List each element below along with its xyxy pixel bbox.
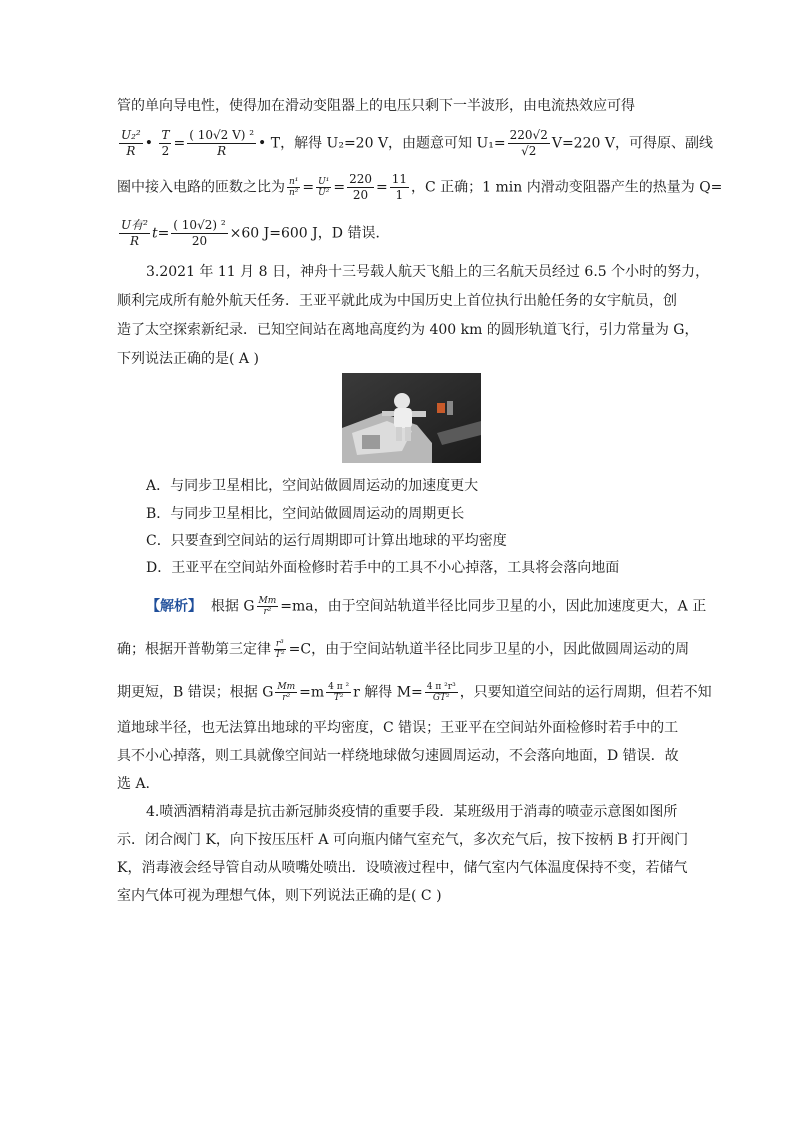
fraction: $\frac{\text{r³}}{\text{T²}}$ (275, 639, 285, 660)
option-b: B．与同步卫星相比，空间站做圆周运动的周期更长 (146, 506, 465, 522)
solution-line-3: 圈中接入电路的匝数之比为 $\frac{\text{n¹}}{\text{n²}}$ = $\frac{\text{U¹}}{\text{U²}}$ = $\frac{220}{20}$ = $\frac{11}{1}$ ，C 正确；1 min 内滑动变阻器产生的热量为 Q= (117, 172, 723, 202)
analysis-line-4: 道地球半径，也无法算出地球的平均密度，C 错误；王亚平在空间站外面检修时若手中的工 (117, 720, 679, 736)
q4-line-2: 示．闭合阀门 K，向下按压压杆 A 可向瓶内储气室充气，多次充气后，按下按柄 B 打开阀门 (117, 832, 689, 848)
fraction: $\frac{\text{( 10√2) ²}}{20}$ (173, 218, 226, 248)
option-d: D．王亚平在空间站外面检修时若手中的工具不小心掉落，工具将会落向地面 (146, 560, 620, 576)
analysis-line-2: 确；根据开普勒第三定律 $\frac{\text{r³}}{\text{T²}}$ =C，由于空间站轨道半径比同步卫星的小，因此做圆周运动的周 (117, 639, 690, 660)
fraction: $\frac{\text{4 π ²r³}}{\text{GT²}}$ (426, 682, 456, 703)
solution-line-2: $\frac{\text{U₂²}}{R}$ • $\frac{T}{2}$ = $\frac{\text{( 10√2 V) ²}}{R}$ • T，解得 U₂=20 V，由题意可知 U₁= $\frac{220√2}{√2}$ V=220 V，可得原、副线 (121, 128, 713, 158)
option-c: C．只要查到空间站的运行周期即可计算出地球的平均密度 (146, 533, 507, 549)
fraction: $\frac{\text{U¹}}{\text{U²}}$ (318, 177, 330, 198)
fraction: $\frac{T}{2}$ (161, 128, 170, 158)
q4-line-3: K，消毒液会经导管自动从喷嘴处喷出．设喷液过程中，储气室内气体温度保持不变，若储气 (117, 860, 688, 876)
solution-line-4: $\frac{\text{U有²}}{R}$ t= $\frac{\text{( 10√2) ²}}{20}$ ×60 J=600 J，D 错误． (121, 218, 390, 248)
q3-line-4: 下列说法正确的是( A ) (117, 351, 259, 367)
analysis-tag: 【解析】 (146, 598, 202, 615)
analysis-line-6: 选 A. (117, 776, 151, 792)
astronaut-photo (342, 373, 481, 463)
fraction: $\frac{\text{4 π ²}}{\text{T²}}$ (328, 682, 350, 703)
fraction: $\frac{220}{20}$ (349, 172, 372, 202)
fraction: $\frac{\text{U有²}}{R}$ (121, 218, 148, 248)
fraction: $\frac{Mm}{\text{r²}}$ (258, 596, 277, 617)
q4-line-4: 室内气体可视为理想气体，则下列说法正确的是( C ) (117, 888, 442, 904)
q3-line-1: 3.2021 年 11 月 8 日，神舟十三号载人航天飞船上的三名航天员经过 6.5 个小时的努力， (146, 264, 710, 280)
fraction: $\frac{\text{n¹}}{\text{n²}}$ (289, 177, 299, 198)
analysis-line-5: 具不小心掉落，则工具就像空间站一样绕地球做匀速圆周运动，不会落向地面，D 错误．故 (117, 748, 679, 764)
fraction: $\frac{11}{1}$ (391, 172, 407, 202)
fraction: $\frac{\text{( 10√2 V) ²}}{R}$ (189, 128, 255, 158)
analysis-line-3: 期更短，B 错误；根据 G $\frac{Mm}{\text{r²}}$ =m $\frac{\text{4 π ²}}{\text{T²}}$ r 解得 M= $\frac{\text{4 π ²r³}}{\text{GT²}}$ ，只要知道空间站的运行周期，但若不知 (117, 682, 712, 703)
fraction: $\frac{220√2}{√2}$ (509, 128, 548, 158)
q4-line-1: 4.喷洒酒精消毒是抗击新冠肺炎疫情的重要手段．某班级用于消毒的喷壶示意图如图所 (146, 804, 678, 820)
q3-line-3: 造了太空探索新纪录．已知空间站在离地高度约为 400 km 的圆形轨道飞行，引力常量为 G， (117, 322, 699, 338)
solution-line-1: 管的单向导电性，使得加在滑动变阻器上的电压只剩下一半波形，由电流热效应可得 (117, 98, 635, 114)
fraction: $\frac{Mm}{\text{r²}}$ (277, 682, 296, 703)
option-a: A．与同步卫星相比，空间站做圆周运动的加速度更大 (146, 478, 479, 494)
fraction: $\frac{\text{U₂²}}{R}$ (121, 128, 141, 158)
q3-line-2: 顺利完成所有舱外航天任务．王亚平就此成为中国历史上首位执行出舱任务的女宇航员，创 (117, 293, 677, 309)
analysis-line-1: 【解析】 根据 G $\frac{Mm}{\text{r²}}$ =ma，由于空间站轨道半径比同步卫星的小，因此加速度更大，A 正 (146, 596, 707, 617)
